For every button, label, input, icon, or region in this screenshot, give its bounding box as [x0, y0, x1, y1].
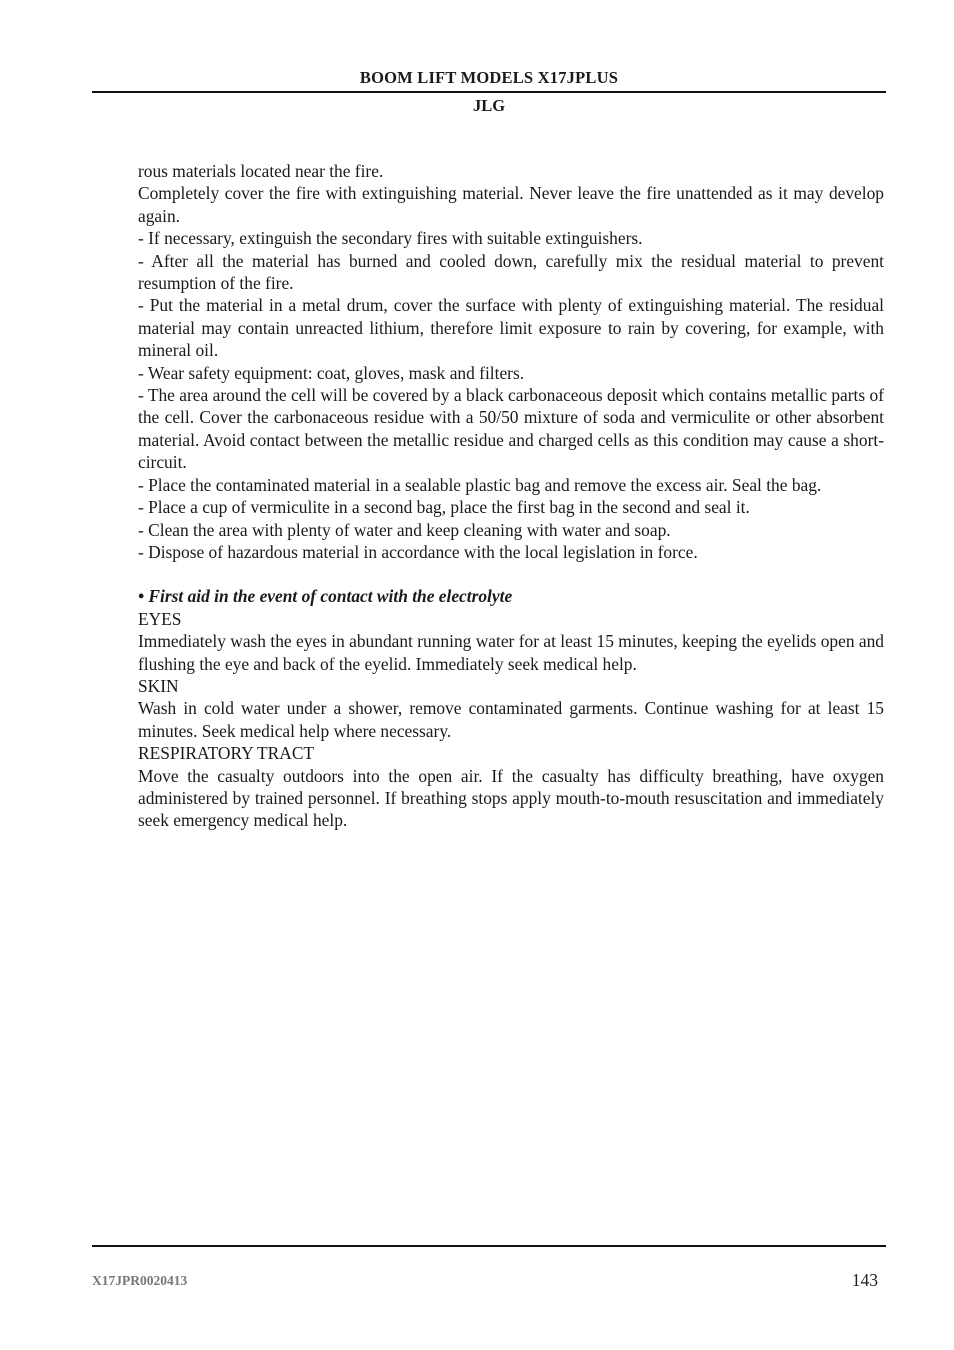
respiratory-text: Move the casualty outdoors into the open air. If the casualty has difficulty breathing, have oxygen administered by trained personnel. If breathing stops apply mouth-to-mouth resuscitation and immediately seek emergency medical help. [138, 765, 884, 831]
eyes-text: Immediately wash the eyes in abundant running water for at least 15 minutes, keeping the eyelids open and flushing the eye and back of the eyelid. Immediately seek medical help. [138, 631, 884, 674]
footer-divider [92, 1245, 886, 1247]
page-header-title: BOOM LIFT MODELS X17JPLUS [359, 68, 619, 87]
page-number: 143 [851, 1270, 878, 1290]
skin-label: SKIN [138, 675, 179, 696]
body-paragraph: - Place the contaminated material in a sealable plastic bag and remove the excess air. Seal the bag. [138, 474, 822, 495]
body-paragraph: - Clean the area with plenty of water and keep cleaning with water and soap. [138, 519, 671, 540]
eyes-label: EYES [138, 608, 182, 629]
page-header-brand: JLG [472, 96, 506, 115]
body-paragraph: Completely cover the fire with extinguishing material. Never leave the fire unattended as it may develop again. [138, 183, 884, 226]
body-paragraph: - The area around the cell will be covered by a black carbonaceous deposit which contains metallic parts of the cell. Cover the carbonaceous residue with a 50/50 mixture of soda and vermiculite or other absorbent material. Avoid contact between the metallic residue and charged cells as this condition may cause a short-circuit. [138, 385, 884, 473]
body-paragraph: - Put the material in a metal drum, cover the surface with plenty of extinguishing material. The residual material may contain unreacted lithium, therefore limit exposure to rain by covering, for example, with mineral oil. [138, 295, 884, 361]
body-paragraph: - Place a cup of vermiculite in a second bag, place the first bag in the second and seal it. [138, 497, 750, 518]
body-paragraph: - After all the material has burned and cooled down, carefully mix the residual material to prevent resumption of the fire. [138, 250, 884, 294]
respiratory-label: RESPIRATORY TRACT [138, 743, 315, 764]
body-paragraph: - Dispose of hazardous material in accordance with the local legislation in force. [138, 541, 698, 562]
section-spacer [138, 563, 884, 585]
document-body [138, 160, 884, 832]
first-aid-heading: • First aid in the event of contact with the electrolyte [138, 586, 513, 607]
header-divider [92, 91, 886, 93]
body-paragraph: - Wear safety equipment: coat, gloves, mask and filters. [138, 362, 525, 383]
body-paragraph: - If necessary, extinguish the secondary fires with suitable extinguishers. [138, 228, 643, 249]
body-paragraph: rous materials located near the fire. [138, 161, 384, 181]
document-code: X17JPR0020413 [92, 1273, 188, 1288]
skin-text: Wash in cold water under a shower, remove contaminated garments. Continue washing for at least 15 minutes. Seek medical help where necessary. [138, 698, 884, 741]
